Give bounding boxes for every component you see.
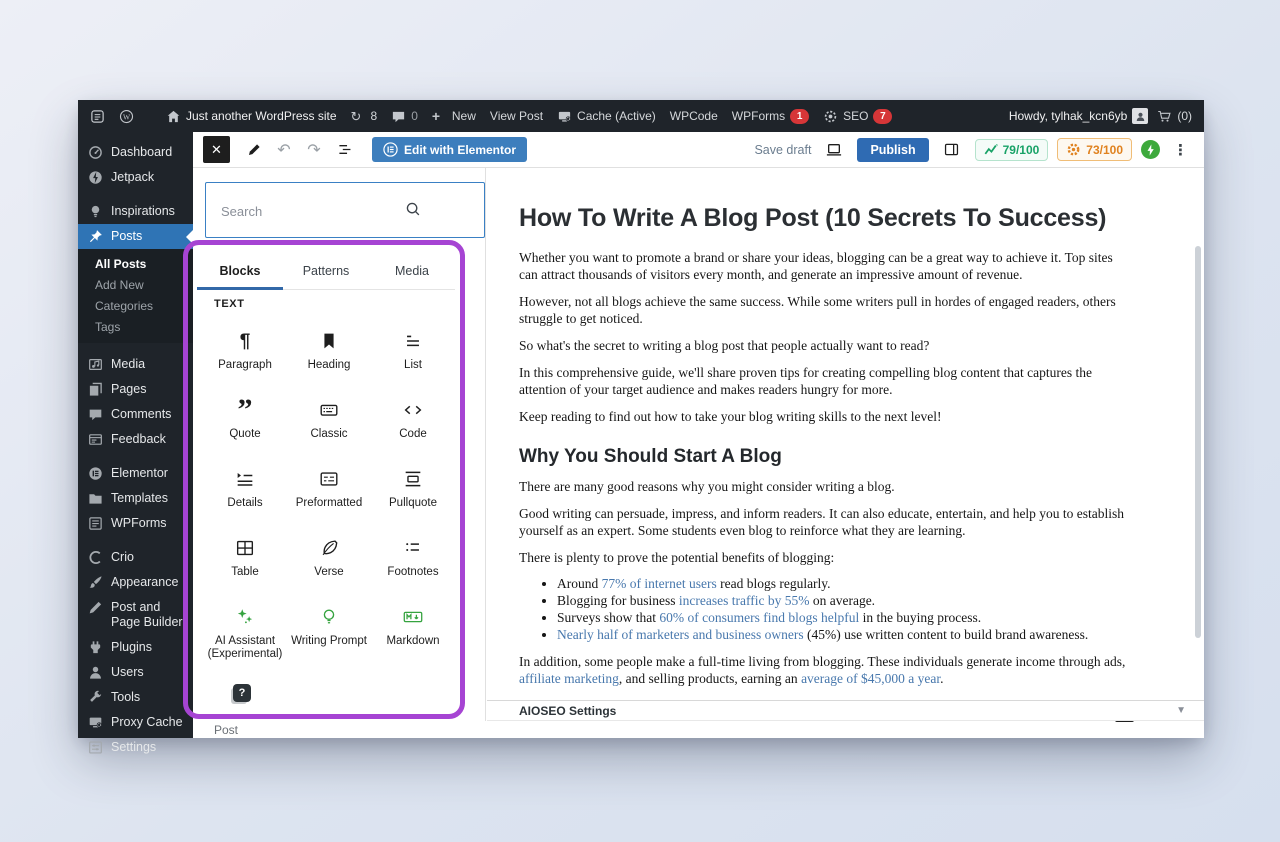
- block-label: Markdown: [386, 635, 440, 647]
- post-paragraph[interactable]: [519, 408, 1134, 425]
- post-heading[interactable]: Why You Should Start A Blog: [519, 446, 782, 467]
- headline-score-badge[interactable]: [1057, 138, 1132, 161]
- wordpress-menu-button[interactable]: [119, 109, 134, 124]
- sidebar-item-label: Posts: [111, 229, 143, 243]
- comment-icon: [88, 407, 103, 422]
- brush-icon: [88, 575, 103, 590]
- wpforms-label: WPForms: [731, 109, 786, 123]
- seo-notification-badge: 7: [873, 109, 892, 124]
- sidebar-item-appearance[interactable]: [78, 570, 193, 595]
- sidebar-item-settings[interactable]: [78, 735, 193, 760]
- chevron-down-icon: ▼: [1176, 705, 1186, 716]
- post-text: .: [940, 671, 944, 686]
- post-text: Whether you want to promote a brand or share your ideas, blogging can be a great way to achieve it. Top sites can attract thousands of visitors every month, and generate an impressive amount of revenue.: [519, 250, 1113, 282]
- sidebar-item-users[interactable]: [78, 660, 193, 685]
- sidebar-item-label: Settings: [111, 740, 157, 754]
- sidebar-item-dashboard[interactable]: [78, 140, 193, 165]
- sidebar-item-label: Crio: [111, 550, 134, 564]
- new-label: New: [451, 109, 476, 123]
- post-list-item: [557, 576, 1134, 592]
- plus-icon: +: [431, 107, 441, 124]
- redo-button[interactable]: ↷: [307, 141, 321, 159]
- crio-icon: [88, 550, 103, 565]
- sidebar-item-jetpack[interactable]: [78, 165, 193, 190]
- sidebar-item-label: Jetpack: [111, 170, 155, 184]
- block-markdown[interactable]: [371, 596, 455, 665]
- block-label: Quote: [229, 428, 261, 440]
- block-details[interactable]: [203, 458, 287, 527]
- post-paragraph[interactable]: [519, 505, 1134, 539]
- block-classic[interactable]: [287, 389, 371, 458]
- sidebar-panel-icon: [943, 141, 960, 158]
- post-text: Surveys show that: [557, 610, 660, 625]
- post-text: In this comprehensive guide, we'll share proven tips for creating compelling blog content that captures the attention of your target audience and makes readers hungry for more.: [519, 365, 1093, 397]
- user-icon: [88, 665, 103, 680]
- block-inserter-panel: [193, 168, 486, 721]
- aioseo-settings-bar[interactable]: [487, 700, 1204, 721]
- wpcode-menu[interactable]: [670, 109, 718, 123]
- sidebar-item-label: Inspirations: [111, 204, 175, 218]
- sidebar-item-label: Dashboard: [111, 145, 173, 159]
- search-icon: [404, 200, 422, 218]
- post-text: Good writing can persuade, impress, and inform readers. It can also educate, entertain, and help you to establish yourself as an expert. Some students even blog to reinforce what they are learning.: [519, 506, 1125, 538]
- post-link[interactable]: 77% of internet users: [601, 576, 717, 591]
- wrench-icon: [88, 690, 103, 705]
- media-icon: [88, 357, 103, 372]
- laptop-icon: [825, 142, 843, 158]
- wordpress-logo-icon: [119, 109, 134, 124]
- post-text: In addition, some people make a full-time living from blogging. These individuals generate income through ads,: [519, 654, 1126, 669]
- app-icon: [90, 109, 105, 124]
- sidebar-item-feedback[interactable]: [78, 427, 193, 452]
- list-view-button[interactable]: [330, 136, 358, 164]
- settings-panel-toggle[interactable]: [938, 136, 966, 164]
- block-preformatted[interactable]: [287, 458, 371, 527]
- block-label: Heading: [307, 359, 351, 371]
- options-menu-button[interactable]: ⋮: [1173, 141, 1188, 159]
- sidebar-item-label: Templates: [111, 491, 168, 505]
- sidebar-subitem-categories[interactable]: Categories: [95, 298, 154, 313]
- post-paragraph[interactable]: [519, 249, 1134, 283]
- sidebar-item-label: Feedback: [111, 432, 166, 446]
- trueseo-score-badge[interactable]: [975, 139, 1049, 161]
- feedback-icon: [88, 432, 103, 447]
- post-link[interactable]: Nearly half of marketers and business owners: [557, 627, 804, 642]
- post-title[interactable]: How To Write A Blog Post (10 Secrets To Success): [519, 204, 1107, 232]
- home-icon: [166, 109, 181, 124]
- avatar: [1132, 108, 1148, 124]
- wpcode-label: WPCode: [669, 109, 718, 123]
- block-verse[interactable]: [287, 527, 371, 596]
- block-label: Verse: [314, 566, 344, 578]
- breadcrumb[interactable]: Post: [214, 723, 239, 737]
- sidebar-item-label: Users: [111, 665, 144, 679]
- tab-patterns[interactable]: Patterns: [302, 263, 350, 278]
- wpforms-notification-badge: 1: [790, 109, 809, 124]
- sidebar-item-label: Proxy Cache: [111, 715, 183, 729]
- posts-submenu: [78, 249, 193, 343]
- headline-score-value: 73/100: [1086, 142, 1123, 157]
- editor-toolbar: [193, 132, 1204, 168]
- block-footnotes[interactable]: [371, 527, 455, 596]
- post-text: There are many good reasons why you might consider writing a blog.: [519, 479, 895, 494]
- details-icon: [234, 464, 256, 494]
- cart-icon: [1157, 109, 1172, 124]
- heading-icon: [318, 326, 340, 356]
- editor-footer: [193, 722, 1204, 738]
- footnotes-icon: [402, 533, 424, 563]
- inserter-tabs: [197, 252, 455, 290]
- post-text: in the buying process.: [859, 610, 982, 625]
- jetpack-boost-button[interactable]: [1141, 140, 1160, 159]
- cart-count: (0): [1177, 109, 1192, 123]
- tab-blocks[interactable]: Blocks: [197, 252, 283, 289]
- preformatted-icon: [318, 464, 340, 494]
- verse-icon: [318, 533, 340, 563]
- sidebar-item-plugins[interactable]: [78, 635, 193, 660]
- jetpack-icon: [88, 170, 103, 185]
- folder-icon: [88, 491, 103, 506]
- sidebar-item-crio[interactable]: [78, 545, 193, 570]
- sidebar-item-templates[interactable]: [78, 486, 193, 511]
- post-text: However, not all blogs achieve the same success. While some writers pull in hordes of engaged readers, others struggle to get noticed.: [519, 294, 1116, 326]
- sidebar-item-label: Post and Page Builder: [111, 600, 183, 629]
- svg-text:W: W: [122, 111, 131, 121]
- sidebar-item-wpforms[interactable]: [78, 511, 193, 536]
- sidebar-item-post-and-page-builder[interactable]: [78, 595, 193, 635]
- site-name: Just another WordPress site: [186, 109, 337, 123]
- lightbulb-icon: [88, 204, 103, 219]
- form-icon: [88, 516, 103, 531]
- sidebar-subitem-add-new[interactable]: Add New: [95, 277, 144, 292]
- undo-button[interactable]: ↶: [277, 141, 291, 159]
- server-icon: [88, 715, 103, 730]
- block-label: AI Assistant (Experimental): [207, 635, 283, 660]
- post-list-item: [557, 610, 1134, 626]
- block-search-box: [205, 182, 485, 238]
- post-paragraph[interactable]: [519, 653, 1134, 687]
- post-text: on average.: [809, 593, 876, 608]
- block-label: Paragraph: [218, 359, 272, 371]
- wpforms-menu[interactable]: [732, 109, 809, 124]
- sidebar-subitem-all-posts[interactable]: All Posts: [95, 256, 147, 271]
- sidebar-item-label: Pages: [111, 382, 147, 396]
- edit-with-elementor-button[interactable]: [372, 137, 527, 162]
- trueseo-score-value: 79/100: [1002, 142, 1040, 157]
- new-menu[interactable]: [432, 109, 476, 124]
- sidebar-item-label: Plugins: [111, 640, 152, 654]
- seo-chart-icon: [984, 143, 998, 156]
- pencil-icon: [88, 600, 103, 615]
- block-label: Writing Prompt: [291, 635, 367, 647]
- preview-button[interactable]: [820, 136, 848, 164]
- block-label: Preformatted: [295, 497, 363, 509]
- cache-monitor-icon: [557, 109, 572, 124]
- block-search-input[interactable]: [219, 183, 393, 239]
- seo-gear-icon: [823, 109, 838, 124]
- post-text: Blogging for business: [557, 593, 679, 608]
- content-scrollbar[interactable]: [1195, 246, 1201, 638]
- post-paragraph[interactable]: [519, 293, 1134, 327]
- comments-menu[interactable]: [391, 109, 418, 124]
- post-list-item: [557, 593, 1134, 609]
- block-heading[interactable]: [287, 320, 371, 389]
- lightning-bolt-icon: [1145, 144, 1156, 156]
- seo-label: SEO: [843, 109, 869, 123]
- post-link[interactable]: 60% of consumers find blogs helpful: [659, 610, 860, 625]
- comments-count: 0: [411, 109, 418, 123]
- post-link[interactable]: increases traffic by 55%: [678, 593, 810, 608]
- block-list[interactable]: [371, 320, 455, 389]
- paragraph-icon: ¶: [239, 330, 251, 352]
- sidebar-item-media[interactable]: [78, 352, 193, 377]
- settings-icon: [88, 740, 103, 755]
- post-link[interactable]: average of $45,000 a year: [801, 671, 941, 686]
- person-icon: [1135, 111, 1146, 122]
- elementor-icon: [88, 466, 103, 481]
- wordpress-admin-window: [78, 100, 1204, 754]
- tab-media[interactable]: Media: [394, 263, 430, 278]
- pencil-icon: [246, 141, 263, 158]
- sidebar-subitem-tags[interactable]: Tags: [95, 319, 121, 334]
- sidebar-item-tools[interactable]: [78, 685, 193, 710]
- sidebar-item-label: WPForms: [111, 516, 167, 530]
- block-code[interactable]: [371, 389, 455, 458]
- cart-menu[interactable]: [1157, 109, 1192, 124]
- block-label: Footnotes: [387, 566, 439, 578]
- block-label: Pullquote: [389, 497, 437, 509]
- classic-icon: [318, 395, 340, 425]
- account-menu[interactable]: [1009, 108, 1149, 124]
- view-post-label: View Post: [489, 109, 544, 123]
- block-table[interactable]: [203, 527, 287, 596]
- publish-button[interactable]: Publish: [857, 138, 928, 162]
- sidebar-item-pages[interactable]: [78, 377, 193, 402]
- howdy-label: Howdy, tylhak_kcn6yb: [1008, 109, 1128, 123]
- comment-bubble-icon: [391, 109, 406, 124]
- help-button[interactable]: ?: [233, 684, 251, 702]
- post-body: [519, 249, 1134, 687]
- blocks-grid: [203, 320, 455, 665]
- editor-canvas: [487, 168, 1204, 700]
- post-paragraph[interactable]: [519, 549, 1134, 566]
- sidebar-item-inspirations[interactable]: [78, 199, 193, 224]
- text-section-label: TEXT: [214, 298, 245, 310]
- seo-menu[interactable]: [823, 109, 892, 124]
- post-text: Keep reading to find out how to take your blog writing skills to the next level!: [519, 409, 942, 424]
- block-ai-assistant-experimental[interactable]: [203, 596, 287, 665]
- wp-admin-bar: [78, 100, 1204, 132]
- sidebar-item-comments[interactable]: [78, 402, 193, 427]
- block-label: Code: [399, 428, 427, 440]
- post-text: There is plenty to prove the potential benefits of blogging:: [519, 550, 835, 565]
- block-label: Details: [227, 497, 263, 509]
- post-text: read blogs regularly.: [716, 576, 831, 591]
- block-paragraph[interactable]: [203, 320, 287, 389]
- list-icon: [402, 326, 424, 356]
- cache-menu[interactable]: [557, 109, 656, 124]
- pushpin-icon: [88, 229, 103, 244]
- block-writing-prompt[interactable]: [287, 596, 371, 665]
- sidebar-item-label: Appearance: [111, 575, 179, 589]
- ai-assistant-icon: [234, 602, 256, 632]
- post-article[interactable]: [487, 168, 1204, 722]
- post-text: Around: [557, 576, 602, 591]
- view-post-menu[interactable]: [490, 109, 543, 123]
- writing-prompt-icon: [318, 602, 340, 632]
- post-paragraph[interactable]: [519, 478, 1134, 495]
- pullquote-icon: [402, 464, 424, 494]
- post-text: (45%) use written content to build brand awareness.: [803, 627, 1089, 642]
- post-text: So what's the secret to writing a blog post that people actually want to read?: [519, 338, 930, 353]
- block-label: Table: [231, 566, 259, 578]
- block-quote[interactable]: [203, 389, 287, 458]
- quote-icon: ”: [237, 392, 253, 426]
- app-menu-button[interactable]: [90, 109, 105, 124]
- sidebar-item-proxy-cache[interactable]: [78, 710, 193, 735]
- post-list-item: [557, 627, 1134, 643]
- post-paragraph[interactable]: [519, 337, 1134, 354]
- elementor-logo-icon: [383, 142, 398, 157]
- markdown-icon: [402, 602, 424, 632]
- post-link[interactable]: affiliate marketing: [519, 671, 619, 686]
- cache-label: Cache (Active): [577, 109, 656, 123]
- updates-icon: ↻: [350, 108, 362, 124]
- elementor-button-label: Edit with Elementor: [404, 142, 517, 157]
- post-paragraph[interactable]: [519, 364, 1134, 398]
- updates-menu[interactable]: [351, 109, 378, 124]
- plugin-icon: [88, 640, 103, 655]
- post-text: , and selling products, earning an: [618, 671, 802, 686]
- table-icon: [234, 533, 256, 563]
- pages-icon: [88, 382, 103, 397]
- block-pullquote[interactable]: [371, 458, 455, 527]
- sidebar-item-label: Comments: [111, 407, 172, 421]
- save-draft-button[interactable]: Save draft: [754, 142, 812, 157]
- aioseo-settings-label: AIOSEO Settings: [519, 703, 617, 718]
- wp-admin-sidebar: [78, 132, 193, 754]
- editor-main: [193, 132, 1204, 738]
- close-editor-button[interactable]: ✕: [203, 136, 230, 163]
- gear-icon: [1066, 142, 1081, 157]
- dashboard-icon: [88, 145, 103, 160]
- code-icon: [402, 395, 424, 425]
- updates-count: 8: [370, 109, 378, 123]
- post-list: [519, 576, 1134, 643]
- sidebar-item-posts[interactable]: [78, 224, 193, 249]
- block-label: List: [404, 359, 422, 371]
- tools-pencil-button[interactable]: [240, 136, 268, 164]
- sidebar-item-elementor[interactable]: [78, 461, 193, 486]
- sidebar-item-label: Elementor: [111, 466, 168, 480]
- block-label: Classic: [310, 428, 348, 440]
- sidebar-item-label: Media: [111, 357, 146, 371]
- list-view-icon: [336, 141, 353, 158]
- site-name-menu[interactable]: [166, 109, 337, 124]
- sidebar-item-label: Tools: [111, 690, 141, 704]
